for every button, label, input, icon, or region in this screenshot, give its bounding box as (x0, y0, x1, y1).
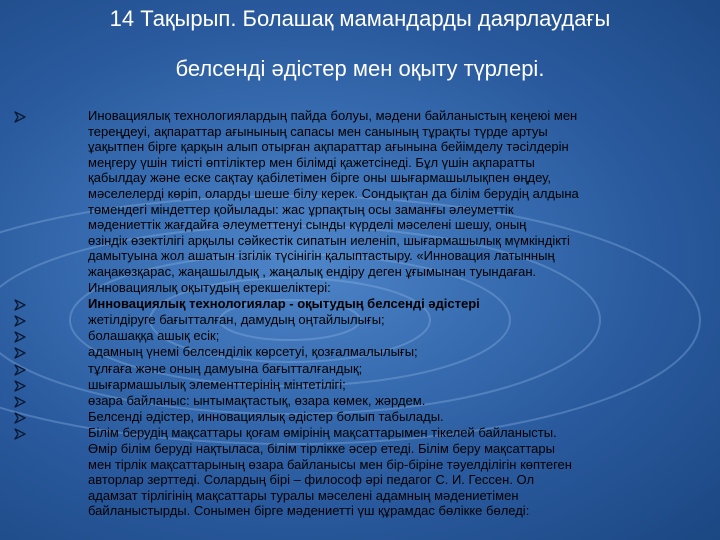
arrowhead-bullet-icon (14, 428, 26, 440)
bullet-text-line: өзара байланыс: ынтымақтастық, өзара көмек, жәрдем. (88, 393, 426, 408)
bullet-text-line: меңгеру үшін тиісті өптілiктер мен білімді қажетсінеді. Бұл үшін ақпаратты (88, 154, 535, 170)
bullet-text-line: өзіндік өзектілігі арқылы сәйкестік сипатын иеленіп, шығармашылық мүмкіндікті (88, 232, 570, 248)
bullet-text-line: авторлар зерттеді. Солардың бірі – философ әрі педагог С. И. Гессен. Ол (88, 472, 535, 488)
bullet-text-line: жетілдіруге бағытталған, дамудың оңтайлылығы; (88, 312, 385, 327)
slide-title-line-2: белсенді әдістер мен оқыту түрлері. (175, 56, 545, 81)
bullet-text-line: мәдениеттік жағдайға әлеуметтенуі сынды күрделі мәселені шешу, оның (88, 217, 527, 233)
bullet-text-line: тереңдеуі, ақпараттар ағынының сапасы мен санының тұрақты түрде артуы (88, 123, 548, 139)
arrowhead-bullet-icon (14, 111, 26, 123)
bullet-text-line: қабылдау және еске сақтау қабілетімен бірге оны шығармашылықпен өңдеу, (88, 170, 551, 186)
slide-title-line-1: 14 Тақырып. Болашақ мамандарды даярлаудағы (109, 6, 611, 31)
bullet-text-line: Белсенді әдістер, инновациялық әдістер болып табылады. (88, 409, 444, 425)
bullet-text-line: адамның үнемі белсенділік көрсетуі, қозғалмалылығы; (88, 344, 418, 360)
bullet-text-line: төмендегі міндеттер қойылады: жас ұрпақтың осы заманғы әлеуметтік (88, 201, 514, 217)
arrowhead-bullet-icon (14, 299, 26, 311)
bullet-text-line: жаңакөзқарас, жаңашылдық , жаңалық ендіру деген ұғымынан туындаған. (88, 264, 537, 279)
bullet-text-line: Білім берудің мақсаттары қоғам өмірінің мақсаттарымен тікелей байланысты. (88, 425, 557, 441)
bullet-text-line: болашаққа ашық есік; (88, 328, 220, 344)
arrowhead-bullet-icon (14, 396, 26, 408)
arrowhead-bullet-icon (14, 364, 26, 376)
bullet-text-line: Иновациялық технологиялардың пайда болуы, мәдени байланыстың кеңеюі мен (88, 108, 578, 123)
bullet-text-line: тұлғаға және оның дамуына бағытталғандық; (88, 360, 363, 376)
arrowhead-bullet-icon (14, 331, 26, 343)
arrowhead-bullet-icon (14, 315, 26, 327)
bullet-text-line: шығармашылық элементтерінің мінтетілігі; (88, 376, 346, 392)
bullet-text-line: дамытуына жол ашатын ізгілік түсінігін қалыптастыру. «Инновация латынның (88, 248, 555, 264)
bullet-text-line: мен тірлік мақсаттарының өзара байланысы мен бір-біріне тәуелділігін көптеген (88, 456, 572, 472)
bullet-text-line: Инновациялық оқытудың ерекшеліктері: (88, 279, 331, 295)
bullet-text-line: адамзат тірлігінің мақсаттары туралы мәселені адамның мәдениетімен (88, 487, 519, 503)
bullet-text-line: Инновациялық технологиялар - оқытудың белсенді әдістері (88, 295, 480, 311)
bullet-text-line: байланыстырды. Сонымен бірге мәдениетті үш құрамдас бөлікке бөледі: (88, 503, 530, 519)
bullet-text-line: мәселелерді көріп, оларды шеше білу керек. Сондықтан да білім берудің алдына (88, 186, 579, 201)
arrowhead-bullet-icon (14, 380, 26, 392)
bullet-text-line: ұақытпен бірге қарқын алып отырған ақпараттар ағынына бейімделу тәсілдерін (88, 139, 569, 155)
arrowhead-bullet-icon (14, 347, 26, 359)
bullet-text-line: Өмір білім беруді нақтыласа, білім тірлікке әсер етеді. Білім беру мақсаттары (88, 440, 555, 456)
arrowhead-bullet-icon (14, 412, 26, 424)
